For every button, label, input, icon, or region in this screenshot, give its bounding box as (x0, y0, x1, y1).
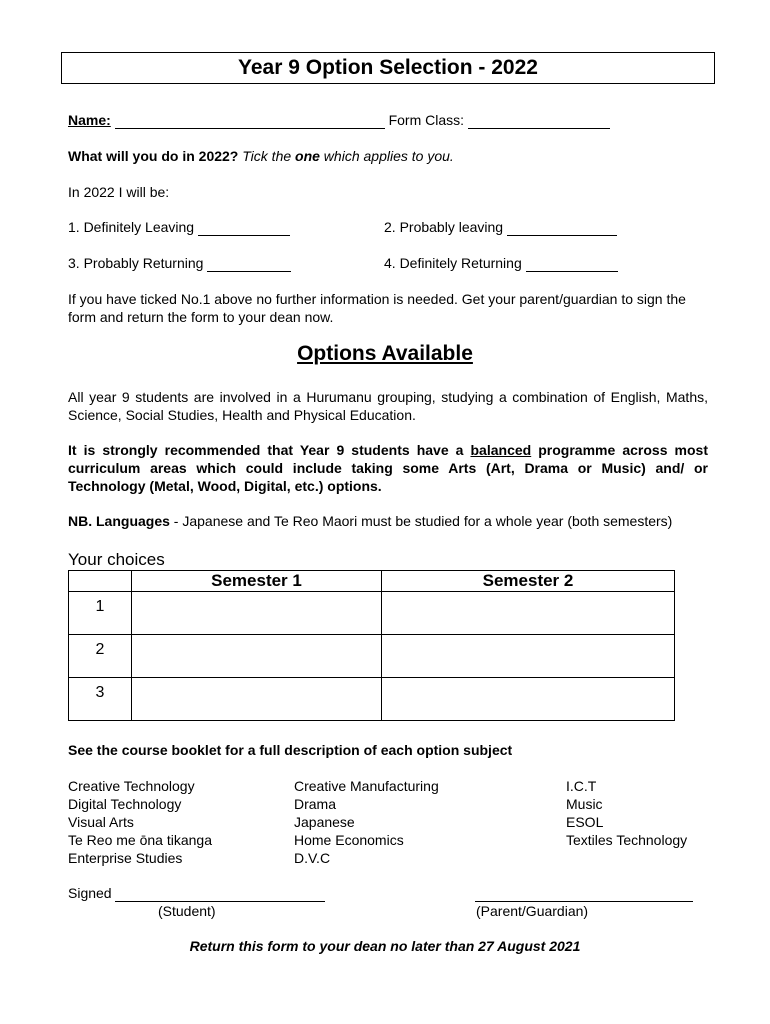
list-item: Enterprise Studies (68, 850, 183, 866)
question-italic-post: which applies to you. (319, 148, 454, 164)
list-item: Drama (294, 796, 337, 812)
list-item: ESOL (566, 814, 604, 830)
recommend-pre: It is strongly recommended that Year 9 students have a (68, 442, 471, 458)
hurumanu-paragraph: All year 9 students are involved in a Hurumanu grouping, studying a combination of English, Maths, Science, Social Studies, Health and Physical Education. (68, 389, 708, 423)
option-2-blank[interactable] (507, 219, 617, 236)
list-item: Creative Manufacturing (294, 778, 439, 794)
list-item: D.V.C (294, 850, 331, 866)
recommend-underlined: balanced (470, 442, 532, 458)
question-line (68, 148, 454, 164)
subjects-column-2 (294, 777, 439, 867)
your-choices-heading: Your choices (68, 550, 165, 569)
name-row (68, 112, 610, 129)
document-title: Year 9 Option Selection - 2022 (61, 52, 715, 84)
question-italic-pre: Tick the (242, 148, 296, 164)
list-item: Te Reo me ōna tikanga (68, 832, 212, 848)
semester-2-cell[interactable] (382, 592, 675, 635)
parent-signature-row (475, 885, 693, 902)
table-row (69, 678, 675, 721)
options-heading: Options Available (297, 342, 473, 365)
semester-2-cell[interactable] (382, 678, 675, 721)
parent-label: (Parent/Guardian) (476, 903, 589, 919)
row-number: 3 (69, 678, 132, 721)
question-italic-bold: one (295, 148, 320, 164)
in-2022-label: In 2022 I will be: (68, 184, 170, 200)
name-blank[interactable] (115, 112, 385, 129)
name-label: Name: (68, 112, 111, 128)
languages-note (68, 513, 672, 529)
list-item: Textiles Technology (566, 832, 688, 848)
list-item: I.C.T (566, 778, 597, 794)
option-2[interactable] (384, 219, 617, 236)
row-number: 1 (69, 592, 132, 635)
table-header-row (69, 571, 675, 592)
semester-2-header: Semester 2 (382, 571, 675, 592)
leaving-note: If you have ticked No.1 above no further information is needed. Get your parent/guardian to sign the form and return the form to your dean now. (68, 291, 686, 325)
parent-signature-line[interactable] (475, 885, 693, 902)
list-item: Japanese (294, 814, 355, 830)
table-row (69, 592, 675, 635)
option-4-blank[interactable] (526, 255, 618, 272)
option-1-label: 1. Definitely Leaving (68, 219, 195, 235)
recommend-paragraph (68, 441, 708, 495)
option-3[interactable] (68, 255, 291, 272)
languages-label: NB. Languages (68, 513, 170, 529)
student-signature-line[interactable] (115, 885, 325, 902)
student-label: (Student) (158, 903, 216, 919)
semester-1-header: Semester 1 (132, 571, 382, 592)
option-2-label: 2. Probably leaving (384, 219, 504, 235)
option-1[interactable] (68, 219, 290, 236)
list-item: Home Economics (294, 832, 404, 848)
question-bold: What will you do in 2022? (68, 148, 239, 164)
form-class-blank[interactable] (468, 112, 610, 129)
subjects-column-1 (68, 777, 212, 867)
row-number: 2 (69, 635, 132, 678)
table-corner (69, 571, 132, 592)
option-3-blank[interactable] (207, 255, 291, 272)
option-4[interactable] (384, 255, 618, 272)
semester-2-cell[interactable] (382, 635, 675, 678)
signed-row (68, 885, 325, 902)
semester-1-cell[interactable] (132, 592, 382, 635)
semester-1-cell[interactable] (132, 678, 382, 721)
form-class-label: Form Class: (388, 112, 465, 128)
list-item: Music (566, 796, 603, 812)
list-item: Creative Technology (68, 778, 195, 794)
option-3-label: 3. Probably Returning (68, 255, 204, 271)
signed-label: Signed (68, 885, 112, 901)
recommend-post: programme across most curriculum areas which could include taking some Arts (Art, Drama or Music) and/ or Technology (Metal, Wood, Digital, etc.) options. (68, 442, 708, 494)
booklet-note: See the course booklet for a full description of each option subject (68, 742, 513, 758)
subjects-column-3 (566, 777, 687, 849)
list-item: Digital Technology (68, 796, 182, 812)
languages-text: - Japanese and Te Reo Maori must be studied for a whole year (both semesters) (169, 513, 673, 529)
return-instruction: Return this form to your dean no later than 27 August 2021 (189, 938, 581, 954)
list-item: Visual Arts (68, 814, 134, 830)
choices-table (68, 570, 675, 721)
option-4-label: 4. Definitely Returning (384, 255, 522, 271)
table-row (69, 635, 675, 678)
option-1-blank[interactable] (198, 219, 290, 236)
semester-1-cell[interactable] (132, 635, 382, 678)
